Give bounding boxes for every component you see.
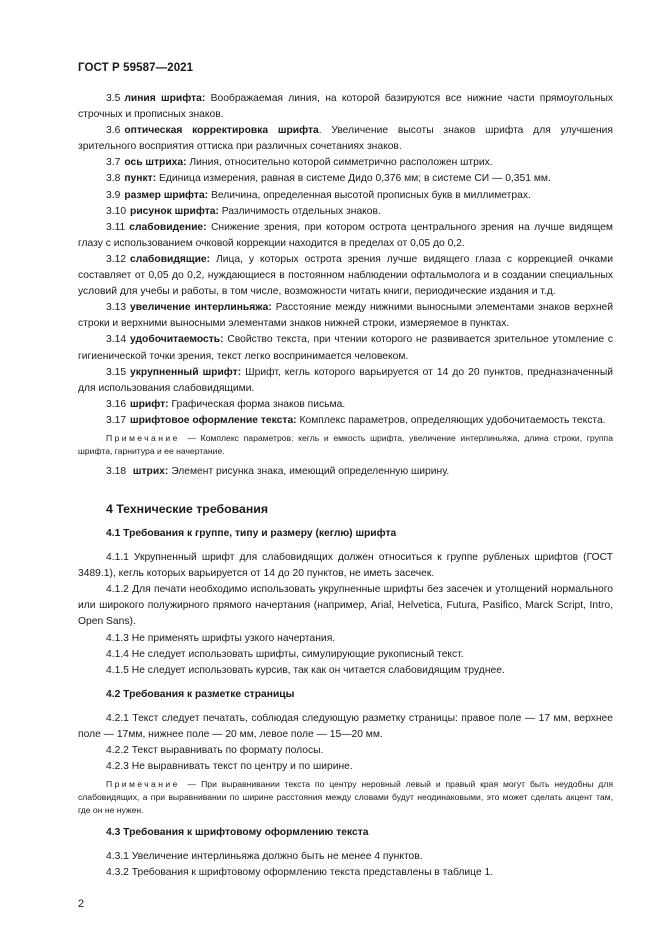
definition-text: . Увеличение высоты знаков шрифта для улучшения зрительного восприятия оттиска при различных сочетаниях знаков. bbox=[78, 125, 613, 153]
definition-text: Свойство текста, при чтении которого не развивается зрительное утомление с гигиенической точки зрения, текст легко воспринимается человеком. bbox=[78, 334, 613, 362]
definition-3-6 bbox=[78, 123, 613, 155]
note-text: — При выравнивании текста по центру неровный левый и правый края могут быть неудобны для слабовидящих, а при выравнивании по ширине расстояния между словами будут неодинаковыми, это может сделать акцент там, где он не нужен. bbox=[78, 779, 613, 816]
definition-term: шрифт: bbox=[130, 398, 169, 410]
definition-text: Элемент рисунка знака, имеющий определенную ширину. bbox=[168, 465, 450, 477]
paragraph-4-2-3: 4.2.3 Не выравнивать текст по центру и по ширине. bbox=[106, 761, 353, 773]
definition-term: шрифтовое оформление текста: bbox=[130, 414, 297, 426]
definition-text: Расстояние между нижними выносными элементами знаков верхней строки и верхними выносными элементами знаков нижней строки, измеряемое в пунктах. bbox=[78, 302, 613, 330]
definition-3-17 bbox=[78, 413, 613, 429]
subsection-4-2-title: 4.2 Требования к разметке страницы bbox=[106, 688, 295, 700]
paragraph-4-3-2: 4.3.2 Требования к шрифтовому оформлению текста представлены в таблице 1. bbox=[106, 867, 494, 879]
definition-text: Снижение зрения, при котором острота центрального зрения на лучше видящем глазу с использованием очковой коррекции находится в пределах от 0,05 до 0,2. bbox=[78, 221, 613, 249]
paragraph-4-1-2: 4.1.2 Для печати необходимо использовать укрупненные шрифты без засечек и утолщений нормального или широкого полужирного прямого начертания (например, Arial, Helvetica, Futura, Pasifico, Marck Script, Intro, Open Sans). bbox=[78, 584, 613, 628]
definition-3-14 bbox=[78, 332, 613, 364]
definition-text: Величина, определенная высотой прописных букв в миллиметрах. bbox=[208, 189, 531, 201]
definition-text: Комплекс параметров, определяющих удобочитаемость текста. bbox=[296, 414, 606, 426]
definition-text: Воображаемая линия, на которой базируются все нижние части прямоугольных строчных и прописных знаков. bbox=[78, 93, 613, 121]
definition-number: 3.10 bbox=[106, 205, 127, 217]
paragraph-4-1-5: 4.1.5 Не следует использовать курсив, так как он читается слабовидящим труднее. bbox=[106, 664, 505, 676]
definition-term: укрупненный шрифт: bbox=[130, 366, 242, 378]
definition-term: удобочитаемость: bbox=[130, 334, 224, 346]
definition-3-18 bbox=[78, 464, 613, 480]
definition-term: размер шрифта: bbox=[124, 189, 209, 201]
definition-text: Шрифт, кегль которого варьируется от 14 до 20 пунктов, предназначенный для использования слабовидящими. bbox=[78, 366, 613, 394]
paragraph-4-2-1: 4.2.1 Текст следует печатать, соблюдая следующую разметку страницы: правое поле — 17 мм, верхнее поле — 17мм, нижнее поле — 20 мм, левое поле — 15—20 мм. bbox=[78, 712, 613, 740]
definition-3-7 bbox=[78, 155, 613, 171]
definition-number: 3.6 bbox=[106, 125, 121, 137]
definition-number: 3.15 bbox=[106, 366, 127, 378]
section-4-title: 4 Технические требования bbox=[106, 502, 268, 517]
definition-number: 3.18 bbox=[106, 465, 127, 477]
definition-number: 3.9 bbox=[106, 189, 121, 201]
definition-text: Различимость отдельных знаков. bbox=[218, 205, 381, 217]
paragraph-4-2-2: 4.2.2 Текст выравнивать по формату полосы. bbox=[106, 745, 324, 756]
definition-number: 3.12 bbox=[106, 253, 127, 265]
definition-number: 3.5 bbox=[106, 93, 121, 104]
definition-term: пункт: bbox=[124, 173, 157, 185]
definition-text: Графическая форма знаков письма. bbox=[168, 398, 346, 410]
subsection-4-3-title: 4.3 Требования к шрифтовому оформлению текста bbox=[106, 827, 369, 839]
paragraph-4-1-4: 4.1.4 Не следует использовать шрифты, симулирующие рукописный текст. bbox=[106, 648, 464, 660]
definition-3-5 bbox=[78, 91, 613, 123]
paragraph-4-1-3: 4.1.3 Не применять шрифты узкого начертания. bbox=[106, 632, 336, 644]
paragraph-4-3-1: 4.3.1 Увеличение интерлиньяжа должно быть не менее 4 пунктов. bbox=[106, 851, 423, 863]
definition-number: 3.8 bbox=[106, 173, 121, 185]
definition-3-12 bbox=[78, 252, 613, 300]
note-label: Примечание bbox=[106, 432, 180, 443]
definition-3-16 bbox=[78, 397, 613, 413]
definition-number: 3.16 bbox=[106, 398, 127, 410]
definition-number: 3.7 bbox=[106, 157, 121, 169]
definition-number: 3.11 bbox=[106, 221, 126, 233]
note-text: — Комплекс параметров: кегль и емкость шрифта, увеличение интерлиньяжа, длина строки, группа шрифта, гарнитура и ее начертание. bbox=[78, 432, 613, 456]
paragraph-4-1-1: 4.1.1 Укрупненный шрифт для слабовидящих должен относиться к группе рубленых шрифтов (ГОСТ 3489.1), кегль которых варьируется от 14 до 20 пунктов, не иметь засечек. bbox=[78, 552, 613, 580]
definition-3-8 bbox=[78, 171, 613, 187]
definition-3-9 bbox=[78, 188, 613, 204]
definitions-list bbox=[78, 91, 613, 429]
subsection-4-1-title: 4.1 Требования к группе, типу и размеру (кеглю) шрифта bbox=[106, 528, 397, 540]
definition-text: Лица, у которых острота зрения лучше видящего глаза с коррекцией очками составляет от 0,05 до 0,2, нуждающиеся в постоянном наблюдении офтальмолога и в создании специальных условий для учебы и работы, в том числе, возможности читать книги, периодические издания и т.д. bbox=[78, 253, 613, 298]
document-body bbox=[78, 91, 613, 881]
definition-term: увеличение интерлиньяжа: bbox=[130, 302, 272, 314]
definition-term: рисунок шрифта: bbox=[130, 205, 219, 217]
page-number: 2 bbox=[78, 898, 85, 910]
definition-term: слабовидящие: bbox=[130, 253, 211, 265]
definition-term: штрих: bbox=[132, 465, 169, 477]
definition-text: Линия, относительно которой симметрично расположен штрих. bbox=[186, 157, 493, 169]
definition-3-13 bbox=[78, 300, 613, 332]
definition-number: 3.17 bbox=[106, 414, 127, 426]
definition-3-10 bbox=[78, 204, 613, 220]
standard-header: ГОСТ Р 59587—2021 bbox=[78, 62, 194, 74]
definition-number: 3.14 bbox=[106, 334, 127, 346]
definition-number: 3.13 bbox=[106, 302, 127, 314]
note-2 bbox=[78, 778, 613, 817]
note-1 bbox=[78, 432, 613, 458]
definition-term: оптическая корректировка шрифта bbox=[124, 125, 319, 137]
definition-term: ось штриха: bbox=[124, 157, 187, 169]
definition-text: Единица измерения, равная в системе Дидо 0,376 мм; в системе СИ — 0,351 мм. bbox=[156, 173, 551, 185]
definition-term: слабовидение: bbox=[129, 221, 207, 233]
definition-term: линия шрифта: bbox=[124, 93, 206, 104]
definition-3-11 bbox=[78, 220, 613, 252]
definition-3-15 bbox=[78, 365, 613, 397]
note-label: Примечание bbox=[106, 779, 180, 790]
